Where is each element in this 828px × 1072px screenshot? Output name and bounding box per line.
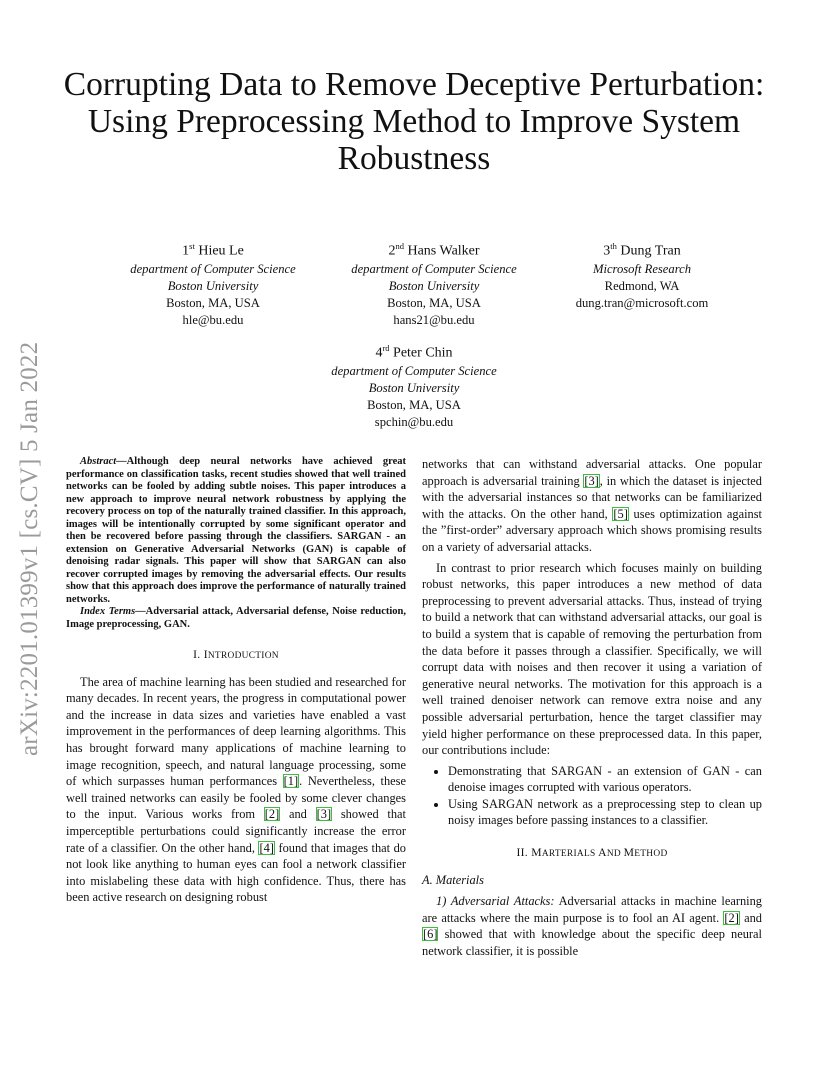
citation-link[interactable]: [2]: [264, 807, 280, 822]
author-block: [90, 237, 336, 329]
intro-paragraph-continued: networks that can withstand adversarial attacks. One popular approach is adversarial training [3], in which the dataset is injected with the adversarial instances so that networks can be familiarized with the attacks. On the other hand, [5] uses optimization against the ”first-order” adversary approach which shows promising results on a variety of adversarial attacks.: [422, 457, 763, 554]
author-email[interactable]: dung.tran@microsoft.com: [575, 295, 709, 310]
citation-link[interactable]: [3]: [584, 473, 599, 488]
author-dept: department of Computer Science: [331, 363, 497, 378]
author-org: Microsoft Research: [592, 261, 692, 276]
author-block: [532, 237, 752, 312]
author-dept: department of Computer Science: [351, 261, 517, 276]
author-dept: department of Computer Science: [130, 261, 296, 276]
section-heading-introduction: I. INTRODUCTION: [193, 648, 279, 661]
author-name: 3th Dung Tran: [603, 241, 681, 259]
author-name: 4rd Peter Chin: [375, 343, 453, 361]
section-heading-materials-method: II. MARTERIALS AND METHOD: [516, 846, 668, 860]
right-column: [422, 456, 762, 960]
list-item: • Demonstrating that SARGAN - an extension of GAN - can denoise images corrupted with various operators.: [448, 763, 762, 796]
author-email[interactable]: hle@bu.edu: [182, 312, 244, 327]
author-org: Boston University: [388, 278, 480, 293]
arxiv-identifier: arXiv:2201.01399v1 [cs.CV] 5 Jan 2022: [16, 341, 43, 756]
list-item: • Using SARGAN network as a preprocessing step to clean up noisy images before passing instances to a classifier.: [448, 796, 762, 829]
citation-link[interactable]: [1]: [283, 774, 299, 789]
citation-link[interactable]: [3]: [316, 807, 332, 822]
author-name: 1st Hieu Le: [182, 241, 244, 259]
author-email[interactable]: spchin@bu.edu: [374, 414, 454, 429]
intro-paragraph: The area of machine learning has been studied and researched for many decades. In recent years, the progress in computational power and the increase in data sizes and varieties have enabled a vast improvement in the performances of deep learning algorithms. This has brought forward many applications of machine learning to image recognition, speech, and natural language processing, some of which surpasses human performances [1]. Nevertheless, these well trained networks can easily be fooled by some clever changes to the input. Various works from [2] and [3] showed that imperceptible perturbations could significantly increase the error rate of a classifier. On the other hand, [4] found that images that do not look like anything to human eyes can fool a network classifier into mislabeling these data with high confidence. Thus, there has been active research on designing robust: [66, 674, 407, 905]
author-name: 2nd Hans Walker: [388, 241, 480, 259]
adversarial-paragraph: 1) Adversarial Attacks: Adversarial attacks in machine learning are attacks where the main purpose is to fool an AI agent. [2] and [6] showed that with knowledge about the specific deep neural network classifier, it is possible: [422, 894, 762, 959]
author-location: Boston, MA, USA: [367, 397, 461, 412]
citation-link[interactable]: [2]: [724, 910, 739, 925]
author-email[interactable]: hans21@bu.edu: [393, 312, 475, 327]
author-location: Boston, MA, USA: [166, 295, 260, 310]
citation-link[interactable]: [5]: [613, 506, 628, 521]
author-location: Redmond, WA: [604, 278, 680, 293]
contributions-list: [422, 763, 762, 829]
subsection-heading: A. Materials: [422, 872, 484, 887]
intro-paragraph-continued-text: networks that can withstand adversarial attacks. One popular approach is adversarial training: [422, 457, 762, 488]
author-org: Boston University: [368, 380, 460, 395]
left-column: [66, 456, 406, 906]
index-terms: Index Terms—Adversarial attack, Adversarial defense, Noise reduction, Image preprocessing, GAN.: [66, 606, 406, 630]
abstract: Abstract—Although deep neural networks have achieved great performance on classification tasks, recent studies showed that well trained networks can be fooled by adding subtle noises. This paper introduces a new approach to improve neural network robustness by applying the recovery process on top of the naturally trained classifier. In this approach, images will be intentionally corrupted by some significant operator and then be recovered before passing through the classifiers. SARGAN - an extension on Generative Adversarial Networks (GAN) is capable of denoising radar signals. This paper will show that SARGAN can also recover corrupted images by removing the adversarial effects. Our results show that this approach does improve the performance of naturally trained networks.: [66, 456, 406, 605]
author-location: Boston, MA, USA: [387, 295, 481, 310]
author-org: Boston University: [167, 278, 259, 293]
author-block: [294, 339, 534, 431]
paper-title: Corrupting Data to Remove Deceptive Perturbation: Using Preprocessing Method to Improve System Robustness: [63, 66, 765, 177]
intro-paragraph-2: In contrast to prior research which focuses mainly on building robust networks, this paper introduces a new method of data preprocessing to prevent adversarial attacks. Thus, instead of trying to build a network that can withstand adversarial attacks, our goal is to build a system that is capable of removing the perturbation from the data before it passes through a classifier. Specifically, we will corrupt data with noises and then recover it using a variation of generative neural networks. The motivation for this approach is a well trained denoiser network can remove extra noise and any possible adversarial perturbation, hence the target classifier may yield higher performance on these preprocessed data. In this paper, our contributions include:: [422, 560, 762, 758]
citation-link[interactable]: [4]: [259, 840, 274, 855]
author-block: [316, 237, 552, 329]
citation-link[interactable]: [6]: [423, 927, 438, 942]
